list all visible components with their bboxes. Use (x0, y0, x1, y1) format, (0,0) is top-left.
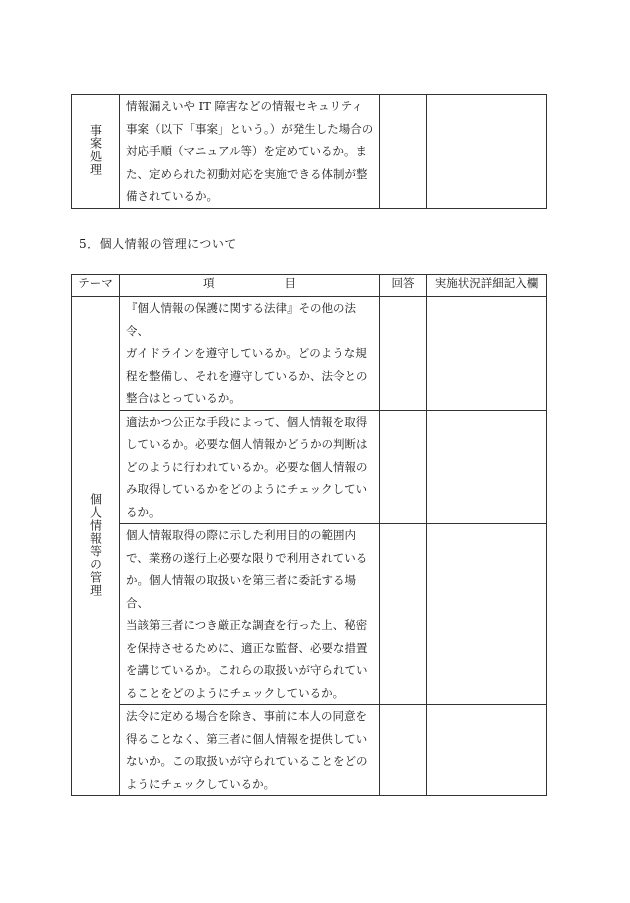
personal-info-table (71, 274, 547, 796)
table-row (72, 95, 547, 209)
item-text: 個人情報取得の際に示した利用目的の範囲内 で、業務の遂行上必要な限りで利用されている か。個人情報の取扱いを第三者に委託する場合、 当該第三者につき厳正な調査を行った上、秘密 を保持させるために、適正な監督、必要な措置 を講じているか。これらの取扱いが守られてい ることをどのようにチェックしているか。 (126, 528, 368, 700)
item-cell (120, 524, 380, 705)
details-cell[interactable] (427, 524, 547, 705)
item-cell (120, 297, 380, 411)
details-cell[interactable] (427, 95, 547, 209)
header-item-label: 項目 (203, 276, 366, 290)
theme-label: 事案処理 (88, 123, 103, 176)
details-cell[interactable] (427, 410, 547, 524)
incident-handling-table (71, 94, 547, 209)
table-row (72, 297, 547, 411)
item-cell (120, 410, 380, 524)
details-cell[interactable] (427, 705, 547, 796)
answer-cell[interactable] (380, 705, 427, 796)
table-row (72, 410, 547, 524)
header-theme: テーマ (72, 275, 120, 297)
item-text: 情報漏えいや IT 障害などの情報セキュリティ 事案（以下「事案」という。）が発生した場合の 対応手順（マニュアル等）を定めているか。ま た、定められた初動対応を実施できる体制が整 備されているか。 (126, 99, 374, 203)
answer-cell[interactable] (380, 410, 427, 524)
header-item (120, 275, 380, 297)
table-header-row (72, 275, 547, 297)
item-cell (120, 95, 380, 209)
item-cell (120, 705, 380, 796)
item-text: 法令に定める場合を除き、事前に本人の同意を 得ることなく、第三者に個人情報を提供してい ないか。この取扱いが守られていることをどの ようにチェックしているか。 (126, 709, 368, 791)
details-cell[interactable] (427, 297, 547, 411)
theme-label: 個人情報等の管理 (88, 492, 103, 597)
header-details: 実施状況詳細記入欄 (427, 275, 547, 297)
answer-cell[interactable] (380, 297, 427, 411)
theme-cell (72, 95, 120, 209)
theme-cell (72, 297, 120, 796)
item-text: 適法かつ公正な手段によって、個人情報を取得 しているか。必要な個人情報かどうかの判断は どのように行われているか。必要な個人情報の み取得しているかをどのようにチェックしてい るか。 (126, 414, 368, 519)
table-row (72, 705, 547, 796)
answer-cell[interactable] (380, 524, 427, 705)
header-answer: 回答 (380, 275, 427, 297)
section-heading: 5．個人情報の管理について (79, 237, 237, 251)
table-row (72, 524, 547, 705)
answer-cell[interactable] (380, 95, 427, 209)
item-text: 『個人情報の保護に関する法律』その他の法令、 ガイドラインを遵守しているか。どのような規 程を整備し、それを遵守しているか、法令との 整合はとっているか。 (126, 301, 368, 405)
